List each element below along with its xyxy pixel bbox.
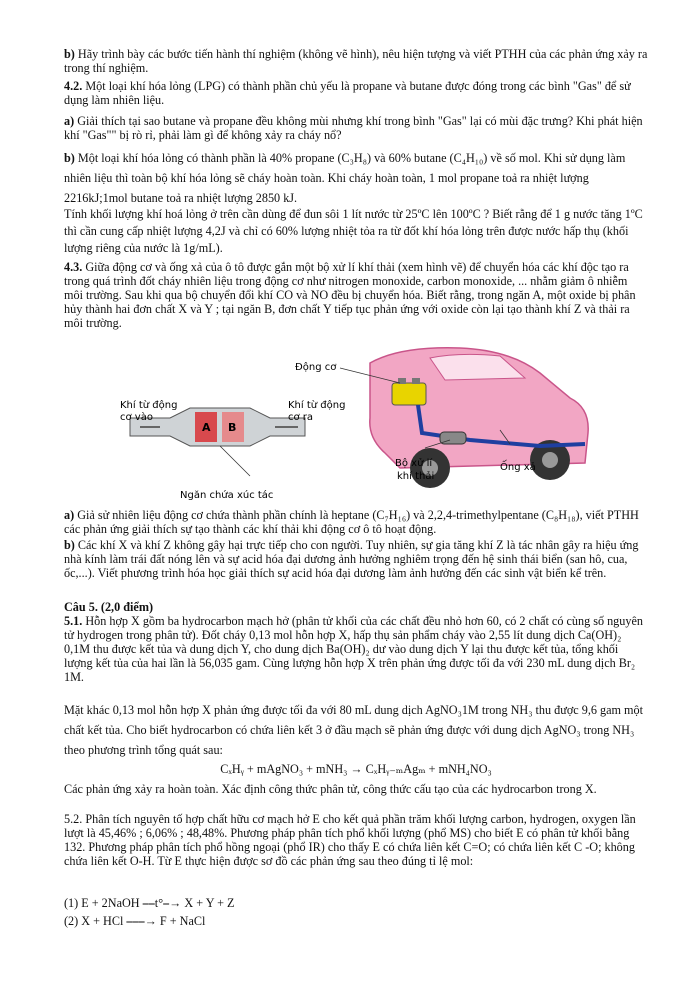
label-engine: Động cơ xyxy=(295,362,337,373)
q5-2-paragraph: 5.2. Phân tích nguyên tố hợp chất hữu cơ mạch hở E cho kết quả phần trăm khối lượng carbon, hydrogen, oxygen lần lượt là 45,46% ; 6,06% ; 48,48%. Phương pháp phân tích phổ khối lượng (phổ MS) cho biết E có phân tử khối bằng 132. Phương pháp phân tích phổ hồng ngoại (phổ IR) cho thấy E có chứa liên kết C=O; có chứa liên kết C -O; không chứa liên kết O-H. Từ E thực hiện được sơ đồ các phản ứng sau theo đúng tỉ lệ mol: xyxy=(64,812,636,868)
label-exhaust: Ống xả xyxy=(500,462,536,473)
cau5-title: Câu 5. (2,0 điểm) xyxy=(64,600,154,614)
label-gas-in-1: Khí từ động xyxy=(120,400,178,411)
reaction-2: (2) X + HCl ⎯⎯⎯→ F + NaCl xyxy=(64,914,206,928)
q4-1b-paragraph: b) Hãy trình bày các bước tiến hành thí nghiệm (không vẽ hình), nêu hiện tượng và viết PTHH của các phản ứng xảy ra trong thí nghiệm. xyxy=(64,47,648,75)
reaction-1: (1) E + 2NaOH ⎯⎯t°⎯→ X + Y + Z xyxy=(64,896,235,910)
label-gas-out-2: cơ ra xyxy=(288,412,314,423)
label-catalyst-2: khí thải xyxy=(397,471,435,482)
q5-1b-paragraph: Mặt khác 0,13 mol hỗn hợp X phản ứng được tối đa với 80 mL dung dịch AgNO₃1M trong NH₃ thu được 9,6 gam một chất kết tủa. Cho biết hydrocarbon có chứa liên kết 3 ở đầu mạch sẽ phản ứng được với dung dịch AgNO₃ trong NH₃ theo phương trình tổng quát sau: xyxy=(64,703,644,757)
engine-block xyxy=(392,383,426,405)
q4-3a: a) Giả sử nhiên liệu động cơ chứa thành phần chính là heptane (C₇H₁₆) và 2,2,4-trimethylpentane (C₈H₁₈), viết PTHH các phản ứng giải thích sự tạo thành các khí thải khi động cơ ô tô hoạt động. xyxy=(64,508,639,536)
label-gas-in-2: cơ vào xyxy=(120,412,153,423)
label-catalyst-1: Bộ xử lí xyxy=(395,458,433,469)
q4-2a: a) Giải thích tại sao butane và propane đều không mùi nhưng khí trong bình "Gas" lại có mùi đặc trưng? Khi phát hiện khí "Gas"" bị rò rỉ, phải làm gì để không xảy ra cháy nổ? xyxy=(64,114,643,142)
label-gas-out-1: Khí từ động xyxy=(288,400,346,411)
q4-2b-1: b) Một loại khí hóa lỏng có thành phần là 40% propane (C₃H₈) và 60% butane (C₄H₁₀) về số mol. Khi sử dụng làm nhiên liệu thì toàn bộ khí hóa lỏng sẽ cháy hoàn toàn. Khi cháy hoàn toàn, 1 mol propane toả ra nhiệt lượng 2216kJ;1mol butane toả ra nhiệt lượng 2850 kJ. xyxy=(64,151,626,205)
label-b: B xyxy=(228,421,237,434)
q4-2-intro: 4.2. Một loại khí hóa lỏng (LPG) có thành phần chủ yếu là propane và butane được đóng trong các bình "Gas" để sử dụng làm nhiên liệu. xyxy=(64,79,631,107)
label-chamber: Ngăn chứa xúc tác xyxy=(180,490,274,501)
q4-2b-2: Tính khối lượng khí hoá lỏng ở trên cần dùng để đun sôi 1 lít nước từ 25ºC lên 100ºC ? Biết rằng để 1 g nước tăng 1ºC thì cần cung cấp nhiệt lượng 4,2J và chỉ có 60% lượng nhiệt tỏa ra từ đốt khí hóa lỏng trên được nước hấp thụ (khối lượng riêng của nước là 1g/mL). xyxy=(64,207,643,255)
q5-1c-paragraph: Các phản ứng xảy ra hoàn toàn. Xác định công thức phân tử, công thức cấu tạo của các hydrocarbon trong X. xyxy=(64,782,597,796)
general-equation: CₓHᵧ + mAgNO₃ + mNH₃ → CₓHᵧ₋ₘAgₘ + mNH₄NO₃ xyxy=(220,762,492,776)
q4-3b: b) Các khí X và khí Z không gây hại trực tiếp cho con người. Tuy nhiên, sự gia tăng khí Z là tác nhân gây ra hiệu ứng nhà kính làm trái đất nóng lên và sự acid hóa đại dương ảnh hưởng nghiêm trọng đến hệ sinh thái biển (san hô, cua, ốc,...). Viết phương trình hóa học giải thích sự acid hóa đại dương làm ảnh hưởng đến các sinh vật biển kể trên. xyxy=(64,538,639,580)
q5-1-paragraph: 5.1. Hỗn hợp X gồm ba hydrocarbon mạch hở (phân tử khối của các chất đều nhỏ hơn 60, có 2 chất có cùng số nguyên tử hydrogen trong phân tử). Đốt cháy 0,13 mol hỗn hợp X, hấp thụ sản phẩm cháy vào 2,55 lít dung dịch Ca(OH)₂ 0,1M thu được kết tủa và dung dịch Y, cho dung dịch Ba(OH)₂ dư vào dung dịch Y lại thu được kết tủa, tổng khối lượng kết tủa của hai lần là 56,035 gam. Cùng lượng hỗn hợp X trên phản ứng được tối đa với 230 mL dung dịch Br₂ 1M. xyxy=(64,614,643,684)
label-a: A xyxy=(202,421,211,434)
catalytic-converter-figure xyxy=(100,338,600,508)
q4-3-intro: 4.3. Giữa động cơ và ống xả của ô tô được gắn một bộ xử lí khí thải (xem hình vẽ) để chuyển hóa các khí độc tạo ra trong quá trình đốt cháy nhiên liệu trong động cơ như nitrogen monoxide, carbon monoxide, ... nhằm giảm ô nhiễm môi trường. Sau khi qua bộ chuyển đổi khí CO và NO đều bị chuyển hóa. Biết rằng, trong ngăn A, một oxide bị phân hủy thành hai đơn chất X và Y ; tại ngăn B, đơn chất Y tiếp tục phản ứng với oxide còn lại tạo thành khí Z và thải ra môi trường. xyxy=(64,260,636,330)
